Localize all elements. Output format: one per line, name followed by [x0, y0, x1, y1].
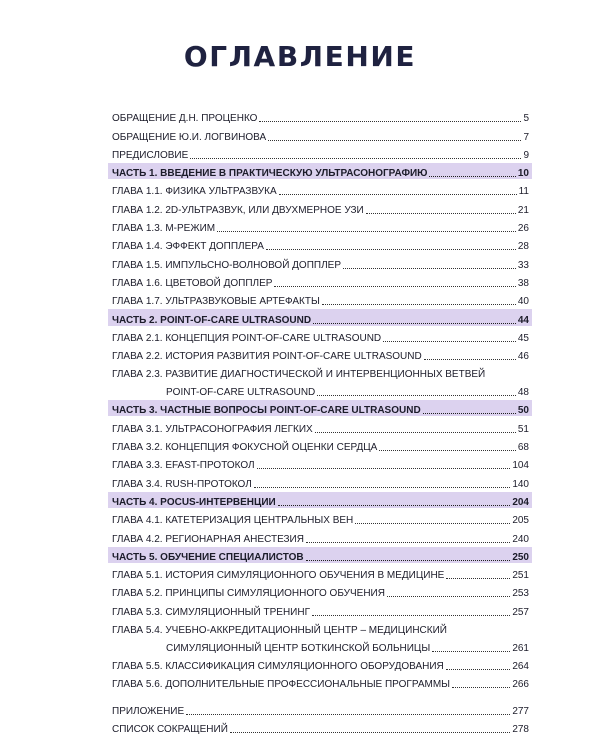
toc-entry-title: ЧАСТЬ 4. POCUS-ИНТЕРВЕНЦИИ: [112, 496, 276, 508]
toc-chapter-row[interactable]: [108, 290, 532, 308]
dot-leader: [313, 323, 516, 324]
toc-chapter-row[interactable]: [108, 417, 532, 435]
toc-part-row[interactable]: [108, 162, 532, 180]
toc-part-row[interactable]: [108, 491, 532, 509]
dot-leader: [190, 158, 521, 159]
dot-leader: [259, 121, 521, 122]
toc-entry-title: ГЛАВА 1.1. ФИЗИКА УЛЬТРАЗВУКА: [112, 186, 277, 198]
toc-entry-title: ГЛАВА 3.4. RUSH-ПРОТОКОЛ: [112, 478, 252, 490]
dot-leader: [343, 268, 516, 269]
toc-chapter-row[interactable]: [108, 655, 532, 673]
toc-entry-title: ГЛАВА 3.2. КОНЦЕПЦИЯ ФОКУСНОЙ ОЦЕНКИ СЕРДЦА: [112, 442, 378, 454]
dot-leader: [432, 651, 510, 652]
toc-page-number: 50: [517, 405, 529, 417]
toc-chapter-row[interactable]: [108, 619, 532, 655]
toc-part-row[interactable]: [108, 308, 532, 326]
dot-leader: [278, 505, 511, 506]
toc-page-number: 10: [517, 168, 529, 180]
toc-page-number: 46: [517, 351, 529, 363]
dot-leader: [257, 468, 511, 469]
toc-entry-title: ГЛАВА 4.1. КАТЕТЕРИЗАЦИЯ ЦЕНТРАЛЬНЫХ ВЕН: [112, 515, 354, 527]
toc-entry-title: ЧАСТЬ 3. ЧАСТНЫЕ ВОПРОСЫ POINT-OF-CARE ULTRASOUND: [112, 405, 421, 417]
toc-entry-title: ЧАСТЬ 1. ВВЕДЕНИЕ В ПРАКТИЧЕСКУЮ УЛЬТРАСОНОГРАФИЮ: [112, 168, 428, 180]
toc-entry-title: ПРЕДИСЛОВИЕ: [112, 149, 189, 161]
toc-page-number: 33: [517, 259, 529, 271]
dot-leader: [186, 714, 510, 715]
toc-entry-title: ГЛАВА 5.2. ПРИНЦИПЫ СИМУЛЯЦИОННОГО ОБУЧЕНИЯ: [112, 588, 385, 600]
toc-page-number: 40: [517, 296, 529, 308]
toc-entry-title: ГЛАВА 5.3. СИМУЛЯЦИОННЫЙ ТРЕНИНГ: [112, 606, 310, 618]
toc-page-number: 51: [517, 423, 529, 435]
toc-page-number: 44: [517, 314, 529, 326]
toc-chapter-row[interactable]: [108, 600, 532, 618]
table-of-contents: [108, 107, 532, 736]
toc-chapter-row[interactable]: [108, 564, 532, 582]
toc-entry-title: ГЛАВА 2.3. РАЗВИТИЕ ДИАГНОСТИЧЕСКОЙ И ИНТЕРВЕНЦИОННЫХ ВЕТВЕЙ: [112, 369, 486, 381]
dot-leader: [306, 560, 511, 561]
toc-section-row[interactable]: [108, 144, 532, 162]
dot-leader: [315, 432, 516, 433]
toc-page-number: 250: [512, 551, 529, 563]
toc-entry-title-line2: СИМУЛЯЦИОННЫЙ ЦЕНТР БОТКИНСКОЙ БОЛЬНИЦЫ: [166, 642, 431, 654]
toc-chapter-row[interactable]: [108, 327, 532, 345]
toc-page-number: 277: [512, 705, 529, 717]
dot-leader: [279, 194, 517, 195]
toc-entry-title: ГЛАВА 3.1. УЛЬТРАСОНОГРАФИЯ ЛЕГКИХ: [112, 423, 313, 435]
toc-entry-title: ГЛАВА 1.7. УЛЬТРАЗВУКОВЫЕ АРТЕФАКТЫ: [112, 296, 320, 308]
toc-section-row[interactable]: [108, 107, 532, 125]
toc-entry-title: ГЛАВА 1.6. ЦВЕТОВОЙ ДОППЛЕР: [112, 277, 273, 289]
dot-leader: [317, 395, 516, 396]
toc-entry-title: ГЛАВА 4.2. РЕГИОНАРНАЯ АНЕСТЕЗИЯ: [112, 533, 304, 545]
dot-leader: [366, 213, 516, 214]
toc-page-number: 251: [512, 570, 529, 582]
dot-leader: [387, 596, 510, 597]
dot-leader: [217, 231, 516, 232]
dot-leader: [423, 413, 516, 414]
toc-page-number: 5: [523, 113, 529, 125]
toc-entry-title: ГЛАВА 5.6. ДОПОЛНИТЕЛЬНЫЕ ПРОФЕССИОНАЛЬНЫЕ ПРОГРАММЫ: [112, 679, 451, 691]
toc-chapter-row[interactable]: [108, 235, 532, 253]
toc-page-number: 21: [517, 204, 529, 216]
toc-entry-title: ПРИЛОЖЕНИЕ: [112, 705, 185, 717]
dot-leader: [429, 176, 515, 177]
toc-chapter-row[interactable]: [108, 454, 532, 472]
toc-chapter-row[interactable]: [108, 345, 532, 363]
toc-page-number: 45: [517, 332, 529, 344]
dot-leader: [452, 687, 510, 688]
toc-page-number: 11: [518, 186, 529, 198]
toc-page-number: 278: [512, 723, 529, 735]
toc-section-row[interactable]: [108, 699, 532, 717]
section-gap: [108, 691, 532, 699]
toc-chapter-row[interactable]: [108, 472, 532, 490]
toc-page-number: 257: [512, 606, 529, 618]
dot-leader: [266, 249, 516, 250]
toc-page-number: 26: [517, 223, 529, 235]
toc-entry-title: ГЛАВА 1.2. 2D-УЛЬТРАЗВУК, ИЛИ ДВУХМЕРНОЕ УЗИ: [112, 204, 364, 216]
toc-entry-title: ГЛАВА 1.4. ЭФФЕКТ ДОППЛЕРА: [112, 241, 264, 253]
toc-page-number: 140: [512, 478, 529, 490]
toc-page-number: 7: [523, 131, 529, 143]
toc-chapter-row[interactable]: [108, 509, 532, 527]
toc-entry-title: ОБРАЩЕНИЕ Д.Н. ПРОЦЕНКО: [112, 113, 258, 125]
toc-chapter-row[interactable]: [108, 436, 532, 454]
toc-page-number: 253: [512, 588, 529, 600]
toc-entry-title: СПИСОК СОКРАЩЕНИЙ: [112, 723, 228, 735]
toc-chapter-row[interactable]: [108, 582, 532, 600]
toc-chapter-row[interactable]: [108, 527, 532, 545]
toc-entry-title: ГЛАВА 1.3. М-РЕЖИМ: [112, 223, 216, 235]
toc-page-number: 28: [517, 241, 529, 253]
toc-entry-title-line2: POINT-OF-CARE ULTRASOUND: [166, 387, 316, 399]
toc-entry-title: ГЛАВА 2.2. ИСТОРИЯ РАЗВИТИЯ POINT-OF-CARE ULTRASOUND: [112, 351, 422, 363]
toc-chapter-row[interactable]: [108, 180, 532, 198]
toc-entry-title: ЧАСТЬ 2. POINT-OF-CARE ULTRASOUND: [112, 314, 312, 326]
toc-page-number: 9: [523, 149, 529, 161]
toc-page-number: 240: [512, 533, 529, 545]
toc-page-number: 261: [512, 642, 529, 654]
toc-entry-title: ГЛАВА 2.1. КОНЦЕПЦИЯ POINT-OF-CARE ULTRASOUND: [112, 332, 382, 344]
dot-leader: [446, 578, 510, 579]
toc-entry-title: ГЛАВА 5.5. КЛАССИФИКАЦИЯ СИМУЛЯЦИОННОГО ОБОРУДОВАНИЯ: [112, 661, 444, 673]
toc-entry-title: ГЛАВА 5.4. УЧЕБНО-АККРЕДИТАЦИОННЫЙ ЦЕНТР – МЕДИЦИНСКИЙ: [112, 624, 447, 636]
toc-entry-continuation: [108, 637, 532, 655]
dot-leader: [424, 359, 516, 360]
toc-section-row[interactable]: [108, 125, 532, 143]
toc-page-number: 38: [517, 277, 529, 289]
dot-leader: [355, 523, 510, 524]
toc-entry-title: ЧАСТЬ 5. ОБУЧЕНИЕ СПЕЦИАЛИСТОВ: [112, 551, 304, 563]
toc-chapter-row[interactable]: [108, 363, 532, 399]
page-title: ОГЛАВЛЕНИЕ: [183, 40, 417, 73]
toc-page-number: 48: [517, 387, 529, 399]
toc-entry-continuation: [108, 381, 532, 399]
toc-page-number: 205: [512, 515, 529, 527]
dot-leader: [379, 450, 516, 451]
toc-chapter-row[interactable]: [108, 272, 532, 290]
toc-entry-title: ГЛАВА 1.5. ИМПУЛЬСНО-ВОЛНОВОЙ ДОППЛЕР: [112, 259, 341, 271]
toc-page-number: 266: [512, 679, 529, 691]
toc-chapter-row[interactable]: [108, 198, 532, 216]
toc-page-number: 68: [517, 442, 529, 454]
toc-entry-title: ГЛАВА 3.3. EFAST-ПРОТОКОЛ: [112, 460, 255, 472]
dot-leader: [383, 341, 516, 342]
dot-leader: [274, 286, 515, 287]
toc-part-row[interactable]: [108, 399, 532, 417]
toc-entry-title: ГЛАВА 5.1. ИСТОРИЯ СИМУЛЯЦИОННОГО ОБУЧЕНИЯ В МЕДИЦИНЕ: [112, 570, 445, 582]
dot-leader: [230, 732, 510, 733]
dot-leader: [268, 140, 521, 141]
toc-page-number: 104: [512, 460, 529, 472]
toc-entry-title: ОБРАЩЕНИЕ Ю.И. ЛОГВИНОВА: [112, 131, 267, 143]
toc-chapter-row[interactable]: [108, 253, 532, 271]
toc-page-number: 264: [512, 661, 529, 673]
toc-section-row[interactable]: [108, 718, 532, 736]
dot-leader: [322, 304, 516, 305]
dot-leader: [306, 542, 510, 543]
toc-chapter-row[interactable]: [108, 217, 532, 235]
dot-leader: [312, 615, 510, 616]
toc-page-number: 204: [512, 496, 529, 508]
dot-leader: [446, 669, 511, 670]
toc-chapter-row[interactable]: [108, 673, 532, 691]
dot-leader: [254, 487, 511, 488]
toc-part-row[interactable]: [108, 546, 532, 564]
